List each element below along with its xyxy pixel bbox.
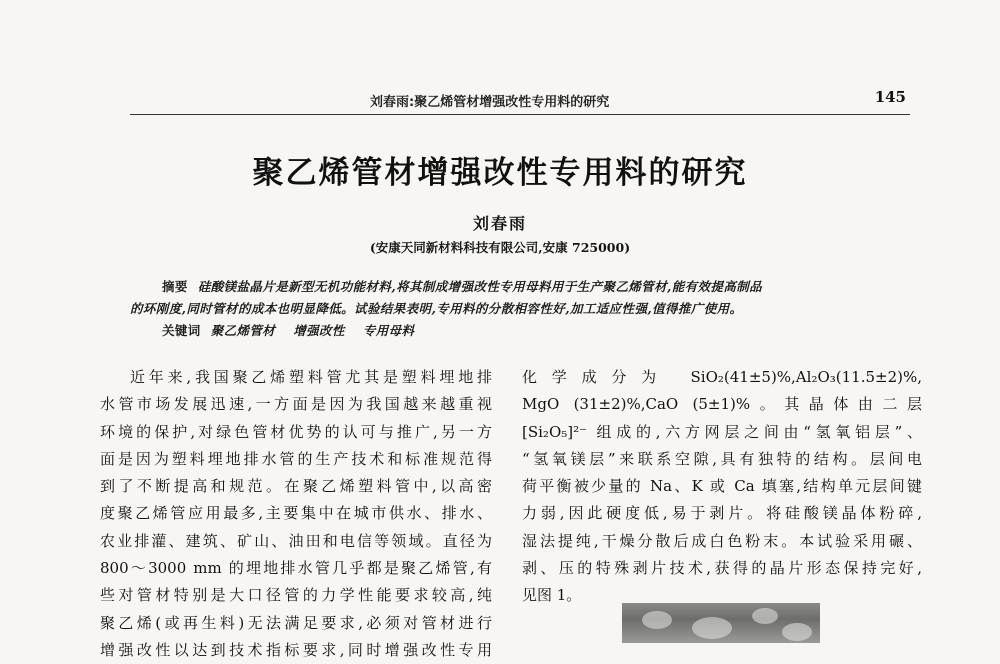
paper-title: 聚乙烯管材增强改性专用料的研究 bbox=[252, 155, 748, 191]
author-affiliation: (安康天同新材料科技有限公司,安康 725000) bbox=[369, 240, 631, 255]
page-number: 145 bbox=[874, 88, 906, 106]
keywords-label: 关键词 bbox=[162, 323, 201, 338]
keywords-line bbox=[130, 320, 920, 342]
keyword: 专用母料 bbox=[362, 323, 415, 338]
text-line: MgO (31±2)%,CaO (5±1)%。其晶体由二层 bbox=[522, 395, 922, 414]
text-line: 湿法提纯,干燥分散后成白色粉末。本试验采用碾、 bbox=[522, 531, 922, 550]
figure-flake bbox=[752, 608, 778, 624]
text-line: 到了不断提高和规范。在聚乙烯塑料管中,以高密 bbox=[100, 477, 492, 496]
text-line: 增强改性以达到技术指标要求,同时增强改性专用 bbox=[100, 640, 492, 659]
text-line: [Si₂O₅]²⁻ 组成的,六方网层之间由“氢氧铝层”、 bbox=[522, 422, 922, 441]
keyword: 聚乙烯管材 bbox=[210, 323, 276, 338]
text-line: 近年来,我国聚乙烯塑料管尤其是塑料埋地排 bbox=[130, 368, 492, 386]
text-line: 剥、压的特殊剥片技术,获得的晶片形态保持完好, bbox=[522, 559, 922, 578]
abstract-line-1 bbox=[130, 276, 920, 298]
text-line: 些对管材特别是大口径管的力学性能要求较高,纯 bbox=[100, 586, 492, 605]
abstract-text-1: 硅酸镁盐晶片是新型无机功能材料,将其制成增强改性专用母料用于生产聚乙烯管材,能有效提高制品 bbox=[197, 279, 763, 294]
abstract-line-2: 的环刚度,同时管材的成本也明显降低。试验结果表明,专用料的分散相容性好,加工适应性强,值得推广使用。 bbox=[130, 301, 743, 316]
text-line: 度聚乙烯管应用最多,主要集中在城市供水、排水、 bbox=[100, 504, 492, 523]
abstract-block bbox=[130, 276, 920, 342]
figure-flake bbox=[642, 611, 672, 629]
text-line: 面是因为塑料埋地排水管的生产技术和标准规范得 bbox=[100, 449, 492, 468]
text-line: 800～3000 mm 的埋地排水管几乎都是聚乙烯管,有 bbox=[100, 559, 492, 578]
text-line: 荷平衡被少量的 Na、K 或 Ca 填塞,结构单元层间键 bbox=[522, 477, 922, 496]
text-line: 农业排灌、建筑、矿山、油田和电信等领域。直径为 bbox=[100, 531, 492, 550]
figure-flake bbox=[692, 617, 732, 639]
text-line: 力弱,因此硬度低,易于剥片。将硅酸镁晶体粉碎, bbox=[522, 504, 922, 523]
figure-flake bbox=[782, 623, 812, 641]
author-name: 刘春雨 bbox=[472, 214, 527, 233]
figure-1-image bbox=[622, 603, 820, 643]
body-column-right bbox=[522, 364, 922, 610]
abstract-label: 摘要 bbox=[162, 279, 188, 294]
running-header bbox=[130, 88, 910, 110]
keyword: 增强改性 bbox=[293, 323, 345, 338]
body-column-left bbox=[100, 364, 492, 664]
text-line: 聚乙烯(或再生料)无法满足要求,必须对管材进行 bbox=[100, 613, 492, 632]
text-line: 化学成分为 SiO₂(41±5)%,Al₂O₃(11.5±2)%, bbox=[522, 368, 922, 386]
text-line: 环境的保护,对绿色管材优势的认可与推广,另一方 bbox=[100, 422, 492, 441]
text-line: 水管市场发展迅速,一方面是因为我国越来越重视 bbox=[100, 395, 492, 414]
text-line: 见图 1。 bbox=[522, 586, 582, 605]
running-title: 刘春雨:聚乙烯管材增强改性专用料的研究 bbox=[370, 95, 610, 110]
header-rule bbox=[130, 114, 910, 115]
text-line: “氢氧镁层”来联系空隙,具有独特的结构。层间电 bbox=[522, 449, 922, 468]
